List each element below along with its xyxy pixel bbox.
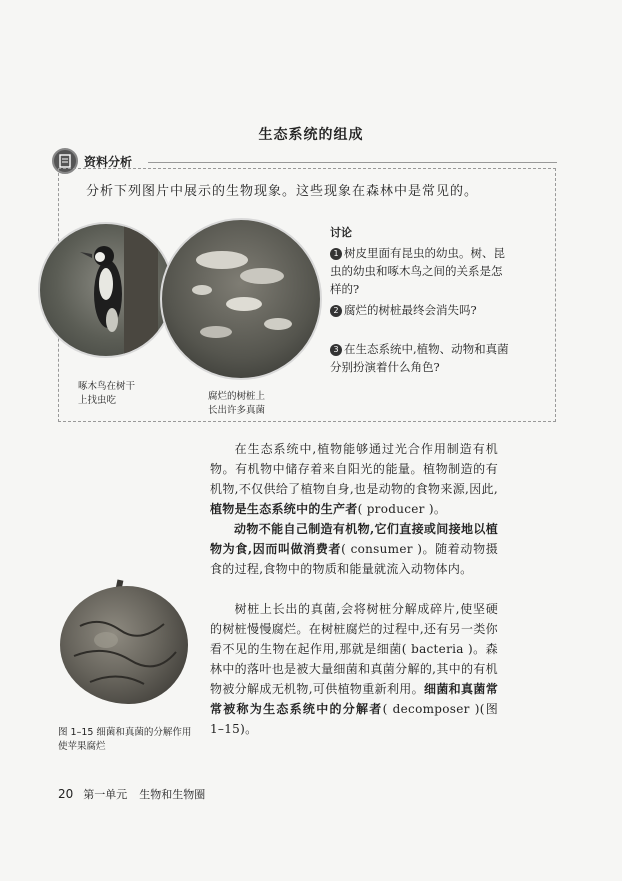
term-decomposer: 细菌和真菌常常被称为生态系统中的分解者 — [210, 682, 498, 716]
question-number: 1 — [330, 248, 342, 260]
box-intro: 分析下列图片中展示的生物现象。这些现象在森林中是常见的。 — [86, 184, 479, 199]
page-footer — [58, 786, 205, 802]
paragraph-consumers: 动物不能自己制造有机物,它们直接或间接地以植物为食,因而叫做消费者( consumer )。随着动物摄食的过程,食物中的物质和能量就流入动物体内。 — [210, 522, 498, 576]
fungi-stump-photo — [160, 218, 322, 380]
term-producer: 植物是生态系统中的生产者 — [210, 502, 358, 516]
question-2: 2 腐烂的树桩最终会消失吗? — [330, 301, 510, 319]
rotting-apple-photo — [60, 586, 188, 704]
unit-title: 生物和生物圈 — [139, 788, 206, 801]
woodpecker-photo — [38, 222, 174, 358]
photo1-caption: 啄木鸟在树干 上找虫吃 — [78, 381, 136, 406]
question-3: 3 在生态系统中,植物、动物和真菌分别扮演着什么角色? — [330, 342, 509, 374]
paragraph-decomposers: 树桩上长出的真菌,会将树桩分解成碎片,使坚硬的树桩慢慢腐烂。在树桩腐烂的过程中,还有另一类你看不见的生物在起作用,那就是细菌( bacteria )。森林中的落叶也是被大量细菌和真菌分解的,其中的有机物被分解成无机物,可供植物重新利用。细菌和真菌常常被称为生态系统中的分解者( decomposer )(图 1–15)。 — [210, 602, 499, 736]
paragraph-producers: 在生态系统中,植物能够通过光合作用制造有机物。有机物中储存着来自阳光的能量。植物制造的有机物,不仅供给了植物自身,也是动物的食物来源,因此,植物是生态系统中的生产者( producer )。 — [210, 442, 498, 516]
question-number: 3 — [330, 344, 342, 356]
discussion-heading: 讨论 — [330, 226, 352, 239]
question-1: 1 树皮里面有昆虫的幼虫。树、昆虫的幼虫和啄木鸟之间的关系是怎样的? — [330, 246, 505, 296]
photo2-caption: 腐烂的树桩上 长出许多真菌 — [208, 391, 266, 416]
unit-label: 第一单元 — [83, 788, 128, 801]
question-number: 2 — [330, 305, 342, 317]
figure-caption: 图 1–15 细菌和真菌的分解作用使苹果腐烂 — [58, 727, 192, 752]
section-title: 生态系统的组成 — [258, 127, 364, 143]
header-divider — [148, 162, 557, 163]
data-analysis-label: 资料分析 — [84, 155, 133, 169]
page-number: 20 — [58, 787, 74, 801]
term-consumer: 动物不能自己制造有机物,它们直接或间接地以植物为食,因而叫做消费者 — [210, 522, 498, 556]
